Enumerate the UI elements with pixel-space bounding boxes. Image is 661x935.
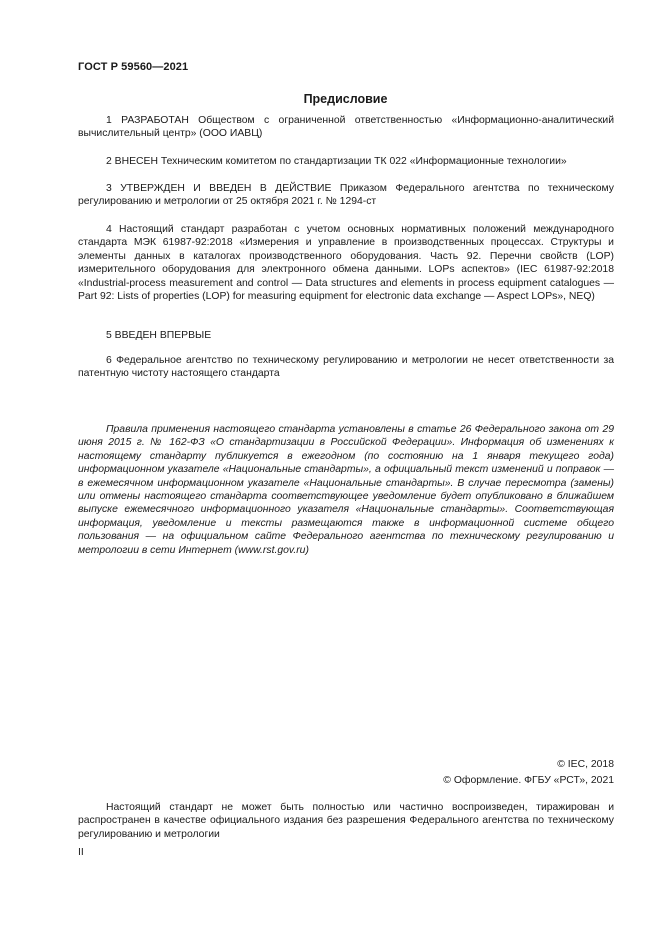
copyright-iec: © IEC, 2018	[557, 759, 614, 770]
paragraph-4: 4 Настоящий стандарт разработан с учетом основных нормативных положений международного стандарта МЭК 61987-92:2018 «Измерения и управление в производственных процессах. Структуры и элементы данных в каталогах производственного оборудования. Часть 92. Перечни свойств (LOP) измерительного оборудования для электронного обмена данными. LOPs аспектов» (IEC 61987-92:2018 «Industrial-process measurement and control — Data structures and elements in process equipment catalogues — Part 92: Lists of properties (LOP) for measuring equipment for electronic data exchange — Aspect LOPs», NEQ)	[78, 224, 614, 303]
page-number: II	[78, 847, 84, 858]
section-title-text: Предисловие	[303, 92, 388, 106]
document-code: ГОСТ Р 59560—2021	[78, 61, 189, 73]
paragraph-5: 5 ВВЕДЕН ВПЕРВЫЕ	[106, 330, 212, 341]
paragraph-6: 6 Федеральное агентство по техническому регулированию и метрологии не несет ответственности за патентную чистоту настоящего стандарта	[78, 355, 614, 380]
copyright-design: © Оформление. ФГБУ «РСТ», 2021	[443, 775, 614, 786]
paragraph-2: 2 ВНЕСЕН Техническим комитетом по стандартизации ТК 022 «Информационные технологии»	[106, 156, 567, 167]
rights-notice: Настоящий стандарт не может быть полностью или частично воспроизведен, тиражирован и распространен в качестве официального издания без разрешения Федерального агентства по техническому регулированию и метрологии	[78, 802, 614, 840]
paragraph-3: 3 УТВЕРЖДЕН И ВВЕДЕН В ДЕЙСТВИЕ Приказом Федерального агентства по техническому регулированию и метрологии от 25 октября 2021 г. № 1294-ст	[78, 183, 614, 208]
section-title	[0, 92, 661, 106]
paragraph-1: 1 РАЗРАБОТАН Обществом с ограниченной ответственностью «Информационно-аналитический вычислительный центр» (ООО ИАВЦ)	[78, 115, 614, 140]
application-notice: Правила применения настоящего стандарта установлены в статье 26 Федерального закона от 29 июня 2015 г. № 162-ФЗ «О стандартизации в Российской Федерации». Информация об изменениях к настоящему стандарту публикуется в ежегодном (по состоянию на 1 января текущего года) информационном указателе «Национальные стандарты», а официальный текст изменений и поправок — в ежемесячном информационном указателе «Национальные стандарты». В случае пересмотра (замены) или отмены настоящего стандарта соответствующее уведомление будет опубликовано в ближайшем выпуске ежемесячного информационного указателя «Национальные стандарты». Соответствующая информация, уведомление и тексты размещаются также в информационной системе общего пользования — на официальном сайте Федерального агентства по техническому регулированию и метрологии в сети Интернет (www.rst.gov.ru)	[78, 424, 614, 556]
